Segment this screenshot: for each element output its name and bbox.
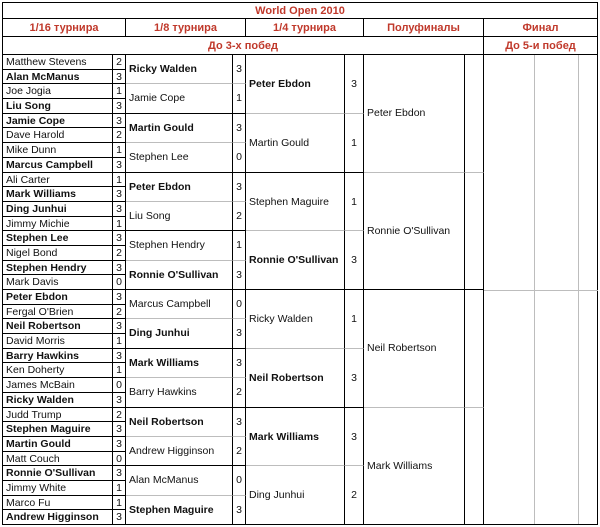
bracket-title: World Open 2010 bbox=[2, 2, 598, 19]
r32-player-name: Mike Dunn bbox=[2, 143, 112, 158]
r32-player-score: 3 bbox=[112, 231, 126, 246]
qf-player-score: 3 bbox=[344, 55, 364, 114]
r32-player-name: Barry Hawkins bbox=[2, 349, 112, 364]
qf-player-name: Stephen Maguire bbox=[246, 173, 344, 232]
r16-player-name: Stephen Lee bbox=[126, 143, 232, 172]
r16-player-name: Ronnie O'Sullivan bbox=[126, 261, 232, 290]
r16-player-name: Marcus Campbell bbox=[126, 290, 232, 319]
r16-player-name: Mark Williams bbox=[126, 349, 232, 378]
sf-player-name: Peter Ebdon bbox=[364, 55, 464, 173]
r32-player-name: Peter Ebdon bbox=[2, 290, 112, 305]
r16-player-score: 3 bbox=[232, 55, 246, 84]
r32-player-score: 2 bbox=[112, 305, 126, 320]
r16-player-name: Andrew Higginson bbox=[126, 437, 232, 466]
r16-player-name: Martin Gould bbox=[126, 114, 232, 143]
r16-player-score: 3 bbox=[232, 319, 246, 348]
r16-player-score: 2 bbox=[232, 378, 246, 407]
r32-player-score: 3 bbox=[112, 202, 126, 217]
r16-player-score: 2 bbox=[232, 202, 246, 231]
r16-player-score: 3 bbox=[232, 496, 246, 525]
r32-player-name: Dave Harold bbox=[2, 128, 112, 143]
qf-player-score: 1 bbox=[344, 114, 364, 173]
r32-player-name: Jimmy Michie bbox=[2, 217, 112, 232]
r32-player-name: Judd Trump bbox=[2, 408, 112, 423]
r32-player-score: 1 bbox=[112, 496, 126, 511]
r32-player-name: Mark Williams bbox=[2, 187, 112, 202]
qf-player-name: Peter Ebdon bbox=[246, 55, 344, 114]
r32-player-name: Matthew Stevens bbox=[2, 55, 112, 70]
r32-player-score: 1 bbox=[112, 334, 126, 349]
r32-player-score: 1 bbox=[112, 481, 126, 496]
r16-player-score: 3 bbox=[232, 114, 246, 143]
r32-player-score: 3 bbox=[112, 261, 126, 276]
sf-player-name: Ronnie O'Sullivan bbox=[364, 173, 464, 291]
header-r8: 1/8 турнира bbox=[126, 19, 246, 37]
sf-player-score bbox=[464, 290, 484, 408]
qf-player-name: Martin Gould bbox=[246, 114, 344, 173]
r16-player-score: 0 bbox=[232, 290, 246, 319]
r32-player-name: Martin Gould bbox=[2, 437, 112, 452]
r32-player-name: Stephen Lee bbox=[2, 231, 112, 246]
qf-player-score: 3 bbox=[344, 408, 364, 467]
sf-player-name: Neil Robertson bbox=[364, 290, 464, 408]
r32-player-name: Marcus Campbell bbox=[2, 158, 112, 173]
r32-player-name: Matt Couch bbox=[2, 452, 112, 467]
r32-player-score: 3 bbox=[112, 114, 126, 129]
r16-player-name: Neil Robertson bbox=[126, 408, 232, 437]
qf-player-score: 1 bbox=[344, 290, 364, 349]
qf-player-score: 2 bbox=[344, 466, 364, 525]
r32-player-name: Liu Song bbox=[2, 99, 112, 114]
r32-player-name: Ricky Walden bbox=[2, 393, 112, 408]
r16-player-name: Ricky Walden bbox=[126, 55, 232, 84]
r16-player-name: Peter Ebdon bbox=[126, 173, 232, 202]
r32-player-score: 3 bbox=[112, 187, 126, 202]
r32-player-score: 1 bbox=[112, 217, 126, 232]
r32-player-name: Ronnie O'Sullivan bbox=[2, 466, 112, 481]
sf-player-name: Mark Williams bbox=[364, 408, 464, 526]
r32-player-score: 1 bbox=[112, 173, 126, 188]
r32-player-score: 3 bbox=[112, 70, 126, 85]
qf-player-name: Mark Williams bbox=[246, 408, 344, 467]
sf-player-score bbox=[464, 55, 484, 173]
r32-player-score: 3 bbox=[112, 290, 126, 305]
r32-player-name: Ali Carter bbox=[2, 173, 112, 188]
qf-player-name: Ricky Walden bbox=[246, 290, 344, 349]
r16-player-name: Stephen Maguire bbox=[126, 496, 232, 525]
r16-player-name: Jamie Cope bbox=[126, 84, 232, 113]
qf-player-score: 3 bbox=[344, 349, 364, 408]
r32-player-name: Jamie Cope bbox=[2, 114, 112, 129]
r32-player-name: Ding Junhui bbox=[2, 202, 112, 217]
r16-player-score: 3 bbox=[232, 408, 246, 437]
r32-player-score: 2 bbox=[112, 408, 126, 423]
r16-player-score: 3 bbox=[232, 173, 246, 202]
r32-player-name: Joe Jogia bbox=[2, 84, 112, 99]
r32-player-name: James McBain bbox=[2, 378, 112, 393]
header-sf: Полуфиналы bbox=[364, 19, 484, 37]
qf-player-name: Ding Junhui bbox=[246, 466, 344, 525]
r32-player-score: 3 bbox=[112, 319, 126, 334]
r16-player-name: Ding Junhui bbox=[126, 319, 232, 348]
r32-player-score: 3 bbox=[112, 466, 126, 481]
header-qf: 1/4 турнира bbox=[246, 19, 364, 37]
r32-player-name: Nigel Bond bbox=[2, 246, 112, 261]
header-r16: 1/16 турнира bbox=[2, 19, 126, 37]
r32-player-score: 3 bbox=[112, 99, 126, 114]
r16-player-score: 1 bbox=[232, 84, 246, 113]
subheader-best-of-5: До 3-х побед bbox=[2, 37, 484, 55]
qf-player-score: 1 bbox=[344, 173, 364, 232]
r32-player-name: Fergal O'Brien bbox=[2, 305, 112, 320]
r32-player-score: 3 bbox=[112, 393, 126, 408]
r32-player-score: 0 bbox=[112, 275, 126, 290]
r32-player-name: Stephen Maguire bbox=[2, 422, 112, 437]
r32-player-score: 2 bbox=[112, 55, 126, 70]
r16-player-name: Stephen Hendry bbox=[126, 231, 232, 260]
subheader-best-of-9: До 5-и побед bbox=[484, 37, 598, 55]
r16-player-score: 3 bbox=[232, 349, 246, 378]
r16-player-score: 1 bbox=[232, 231, 246, 260]
r32-player-name: Alan McManus bbox=[2, 70, 112, 85]
r32-player-name: Mark Davis bbox=[2, 275, 112, 290]
r16-player-name: Alan McManus bbox=[126, 466, 232, 495]
r32-player-score: 2 bbox=[112, 246, 126, 261]
tournament-bracket bbox=[2, 2, 598, 525]
r32-player-name: Jimmy White bbox=[2, 481, 112, 496]
r16-player-name: Barry Hawkins bbox=[126, 378, 232, 407]
r32-player-score: 0 bbox=[112, 452, 126, 467]
qf-player-name: Ronnie O'Sullivan bbox=[246, 231, 344, 290]
r32-player-score: 3 bbox=[112, 349, 126, 364]
r32-player-name: Ken Doherty bbox=[2, 363, 112, 378]
r32-player-score: 1 bbox=[112, 143, 126, 158]
r32-player-name: David Morris bbox=[2, 334, 112, 349]
r32-player-score: 1 bbox=[112, 84, 126, 99]
sf-player-score bbox=[464, 173, 484, 291]
r32-player-score: 3 bbox=[112, 158, 126, 173]
bottom-border bbox=[2, 524, 598, 525]
r16-player-name: Liu Song bbox=[126, 202, 232, 231]
r32-player-score: 3 bbox=[112, 422, 126, 437]
r32-player-name: Stephen Hendry bbox=[2, 261, 112, 276]
r32-player-score: 0 bbox=[112, 378, 126, 393]
r32-player-name: Andrew Higginson bbox=[2, 510, 112, 525]
r32-player-score: 2 bbox=[112, 128, 126, 143]
r16-player-score: 2 bbox=[232, 437, 246, 466]
sf-player-score bbox=[464, 408, 484, 526]
r32-player-score: 3 bbox=[112, 437, 126, 452]
qf-player-name: Neil Robertson bbox=[246, 349, 344, 408]
r16-player-score: 0 bbox=[232, 466, 246, 495]
header-final: Финал bbox=[484, 19, 598, 37]
r32-player-name: Neil Robertson bbox=[2, 319, 112, 334]
final-mid-line bbox=[484, 290, 598, 291]
r32-player-score: 1 bbox=[112, 363, 126, 378]
r16-player-score: 0 bbox=[232, 143, 246, 172]
qf-player-score: 3 bbox=[344, 231, 364, 290]
r16-player-score: 3 bbox=[232, 261, 246, 290]
r32-player-score: 3 bbox=[112, 510, 126, 525]
r32-player-name: Marco Fu bbox=[2, 496, 112, 511]
